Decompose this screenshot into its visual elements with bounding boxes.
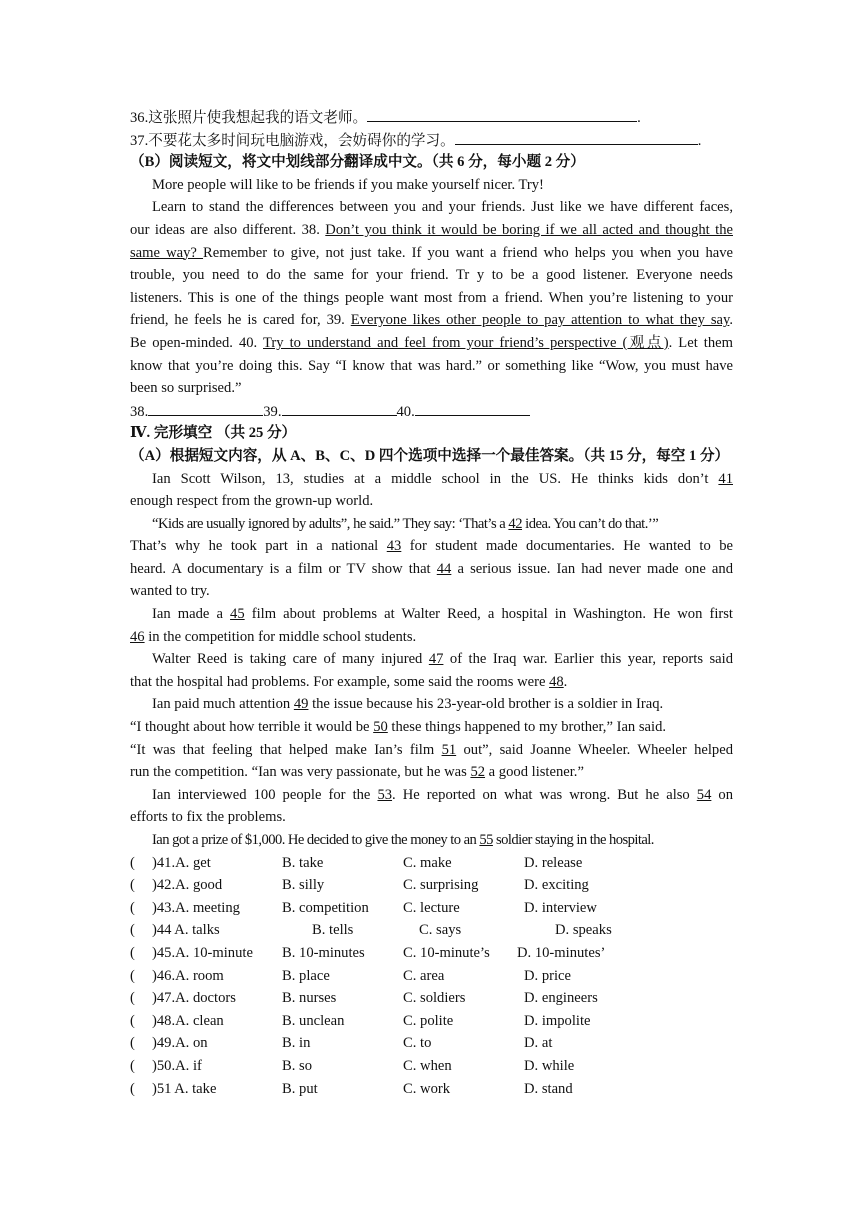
question-row bbox=[130, 897, 733, 920]
passage-line: trouble, you need to do the same for your friend. Tr y to be a good listener. Everyone needs bbox=[130, 267, 733, 284]
question-row bbox=[130, 1032, 733, 1055]
option-a: )50.A. if bbox=[152, 1057, 202, 1074]
cloze-blank-45: 45 bbox=[230, 606, 245, 623]
option-a: )43.A. meeting bbox=[152, 899, 240, 916]
option-c: C. when bbox=[403, 1057, 452, 1074]
question-row bbox=[130, 942, 733, 965]
option-c: C. area bbox=[403, 967, 445, 984]
option-a: )42.A. good bbox=[152, 877, 223, 894]
option-d: D. at bbox=[524, 1035, 553, 1052]
option-d: D. speaks bbox=[555, 922, 612, 939]
cloze-blank-50: 50 bbox=[373, 719, 388, 736]
question-row bbox=[130, 852, 733, 875]
passage-line: same way? Remember to give, not just take. If you want a friend who helps you when you have bbox=[130, 244, 733, 261]
option-b: B. so bbox=[282, 1057, 313, 1074]
cloze-line: “Kids are usually ignored by adults”, he said.” They say: ‘That’s a 42 idea. You can’t do that.’” bbox=[152, 515, 659, 532]
question-row bbox=[130, 965, 733, 988]
passage-line: our ideas are also different. 38. Don’t you think it would be boring if we all acted and thought the bbox=[130, 221, 733, 238]
passage-line: Be open-minded. 40. Try to understand and feel from your friend’s perspective (观点). Let them bbox=[130, 334, 733, 351]
question-37-text: 37.不要花太多时间玩电脑游戏，会妨碍你的学习。 bbox=[130, 132, 455, 149]
cloze-line: 46 in the competition for middle school students. bbox=[130, 628, 417, 645]
cloze-line: run the competition. “Ian was very passionate, but he was 52 a good listener.” bbox=[130, 764, 584, 781]
answer-blank-38[interactable] bbox=[148, 400, 263, 416]
cloze-blank-48: 48 bbox=[549, 673, 564, 690]
cloze-blank-46: 46 bbox=[130, 628, 145, 645]
option-c: C. to bbox=[403, 1035, 432, 1052]
option-c: C. 10-minute’s bbox=[403, 944, 490, 961]
question-row bbox=[130, 919, 733, 942]
cloze-line: efforts to fix the problems. bbox=[130, 809, 286, 826]
option-c: C. work bbox=[403, 1080, 451, 1097]
option-d: D. price bbox=[524, 967, 572, 984]
question-36-text: 36.这张照片使我想起我的语文老师。 bbox=[130, 110, 368, 126]
cloze-line: Walter Reed is taking care of many injured 47 of the Iraq war. Earlier this year, reports said bbox=[152, 651, 733, 668]
answer-blank-40[interactable] bbox=[415, 400, 530, 416]
option-c: C. polite bbox=[403, 1012, 454, 1029]
answer-paren[interactable]: ( bbox=[130, 899, 135, 916]
answer-paren[interactable]: ( bbox=[130, 1080, 135, 1097]
passage-line: been so surprised.” bbox=[130, 380, 242, 397]
option-b: B. nurses bbox=[282, 990, 337, 1007]
question-row bbox=[130, 1078, 733, 1101]
cloze-blank-41: 41 bbox=[718, 470, 733, 487]
option-a: )48.A. clean bbox=[152, 1012, 224, 1029]
question-row bbox=[130, 874, 733, 897]
answer-line-38-40: 38. 39. 40. bbox=[130, 400, 733, 423]
passage-line: More people will like to be friends if you make yourself nicer. Try! bbox=[152, 176, 544, 193]
option-b: B. take bbox=[282, 854, 324, 871]
option-a: )44 A. talks bbox=[152, 922, 220, 939]
answer-blank-37[interactable] bbox=[455, 129, 698, 145]
option-d: D. stand bbox=[524, 1080, 573, 1097]
cloze-blank-43: 43 bbox=[386, 538, 402, 555]
question-row bbox=[130, 987, 733, 1010]
cloze-line: That’s why he took part in a national 43 for student made documentaries. He wanted to be bbox=[130, 538, 734, 555]
answer-paren[interactable]: ( bbox=[130, 967, 135, 984]
cloze-blank-52: 52 bbox=[470, 764, 486, 781]
option-a: )47.A. doctors bbox=[152, 990, 236, 1007]
underlined-sentence-39: Everyone likes other people to pay attention to what they say bbox=[350, 312, 730, 329]
cloze-blank-54: 54 bbox=[696, 786, 712, 803]
answer-paren[interactable]: ( bbox=[130, 990, 135, 1007]
cloze-line: “It was that feeling that helped make Ian’s film 51 out”, said Joanne Wheeler. Wheeler helped bbox=[130, 741, 734, 758]
option-d: D. release bbox=[524, 854, 583, 871]
answer-blank-39[interactable] bbox=[282, 400, 397, 416]
cloze-line: Ian got a prize of $1,000. He decided to give the money to an 55 soldier staying in the hospital. bbox=[152, 832, 654, 848]
answer-blank-36[interactable] bbox=[367, 106, 637, 122]
cloze-line: enough respect from the grown-up world. bbox=[130, 493, 374, 510]
underlined-sentence-40: Try to understand and feel from your friend’s perspective (观点) bbox=[263, 334, 669, 351]
exam-page bbox=[130, 106, 733, 1100]
passage-line: listeners. This is one of the things people want most from a friend. When you’re listening to your bbox=[130, 289, 733, 306]
option-a: )51 A. take bbox=[152, 1080, 217, 1097]
answer-paren[interactable]: ( bbox=[130, 1012, 135, 1029]
option-b: B. in bbox=[282, 1035, 311, 1052]
cloze-line: that the hospital had problems. For example, some said the rooms were 48. bbox=[130, 673, 568, 690]
option-b: B. tells bbox=[312, 922, 354, 939]
option-b: B. place bbox=[282, 967, 330, 984]
cloze-line: wanted to try. bbox=[130, 583, 210, 600]
cloze-line: Ian interviewed 100 people for the 53. He reported on what was wrong. But he also 54 on bbox=[152, 786, 734, 803]
answer-paren[interactable]: ( bbox=[130, 877, 135, 894]
cloze-blank-51: 51 bbox=[441, 741, 457, 758]
option-d: D. impolite bbox=[524, 1012, 591, 1029]
section-b-heading: （B）阅读短文，将文中划线部分翻译成中文。（共 6 分，每小题 2 分） bbox=[130, 154, 585, 171]
option-d: D. engineers bbox=[524, 990, 598, 1007]
question-list bbox=[130, 852, 733, 1101]
cloze-line: Ian made a 45 film about problems at Walter Reed, a hospital in Washington. He won first bbox=[152, 606, 733, 623]
option-a: )49.A. on bbox=[152, 1035, 208, 1052]
cloze-blank-42: 42 bbox=[508, 515, 523, 532]
section-4-heading: Ⅳ. 完形填空 （共 25 分） bbox=[130, 425, 297, 442]
question-36: 36.这张照片使我想起我的语文老师。 . bbox=[130, 106, 733, 129]
option-c: C. lecture bbox=[403, 899, 460, 916]
option-b: B. put bbox=[282, 1080, 318, 1097]
option-d: D. interview bbox=[524, 899, 597, 916]
question-row bbox=[130, 1055, 733, 1078]
option-b: B. competition bbox=[282, 899, 369, 916]
question-row bbox=[130, 1010, 733, 1033]
cloze-blank-53: 53 bbox=[377, 786, 393, 803]
option-a: )45.A. 10-minute bbox=[152, 944, 253, 961]
option-c: C. make bbox=[403, 854, 452, 871]
cloze-line: heard. A documentary is a film or TV show that 44 a serious issue. Ian had never made one and bbox=[130, 560, 733, 577]
option-b: B. silly bbox=[282, 877, 325, 894]
question-37: 37.不要花太多时间玩电脑游戏，会妨碍你的学习。 . bbox=[130, 129, 733, 152]
cloze-blank-49: 49 bbox=[293, 696, 309, 713]
passage-line: Learn to stand the differences between you and your friends. Just like we have different faces, bbox=[152, 199, 733, 216]
option-c: C. soldiers bbox=[403, 990, 466, 1007]
option-a: )46.A. room bbox=[152, 967, 224, 984]
underlined-sentence-38-end: same way? bbox=[130, 244, 204, 261]
answer-paren[interactable]: ( bbox=[130, 944, 135, 961]
answer-paren[interactable]: ( bbox=[130, 1035, 135, 1052]
option-c: C. surprising bbox=[403, 877, 479, 894]
option-b: B. unclean bbox=[282, 1012, 345, 1029]
cloze-line: Ian Scott Wilson, 13, studies at a middle school in the US. He thinks kids don’t 41 bbox=[152, 470, 733, 487]
option-d: D. 10-minutes’ bbox=[517, 944, 606, 961]
option-d: D. while bbox=[524, 1057, 575, 1074]
answer-paren[interactable]: ( bbox=[130, 854, 135, 871]
passage-line: friend, he feels he is cared for, 39. Everyone likes other people to pay attention to what they say. bbox=[130, 312, 733, 329]
answer-paren[interactable]: ( bbox=[130, 922, 135, 939]
cloze-blank-44: 44 bbox=[436, 560, 452, 577]
option-a: )41.A. get bbox=[152, 854, 211, 871]
cloze-line: Ian paid much attention 49 the issue because his 23-year-old brother is a soldier in Iraq. bbox=[152, 696, 664, 713]
passage-line: know that you’re doing this. Say “I know that was hard.” or something like “Wow, you must have bbox=[130, 357, 733, 374]
answer-paren[interactable]: ( bbox=[130, 1057, 135, 1074]
cloze-blank-47: 47 bbox=[428, 651, 444, 668]
underlined-sentence-38: Don’t you think it would be boring if we all acted and thought the bbox=[325, 221, 733, 238]
cloze-blank-55: 55 bbox=[479, 832, 493, 848]
cloze-line: “I thought about how terrible it would be 50 these things happened to my brother,” Ian said. bbox=[130, 719, 667, 736]
option-c: C. says bbox=[419, 922, 462, 939]
option-d: D. exciting bbox=[524, 877, 589, 894]
option-b: B. 10-minutes bbox=[282, 944, 365, 961]
section-4a-instructions: （A）根据短文内容，从 A、B、C、D 四个选项中选择一个最佳答案。（共 15 分，每空 1 分） bbox=[130, 447, 730, 464]
